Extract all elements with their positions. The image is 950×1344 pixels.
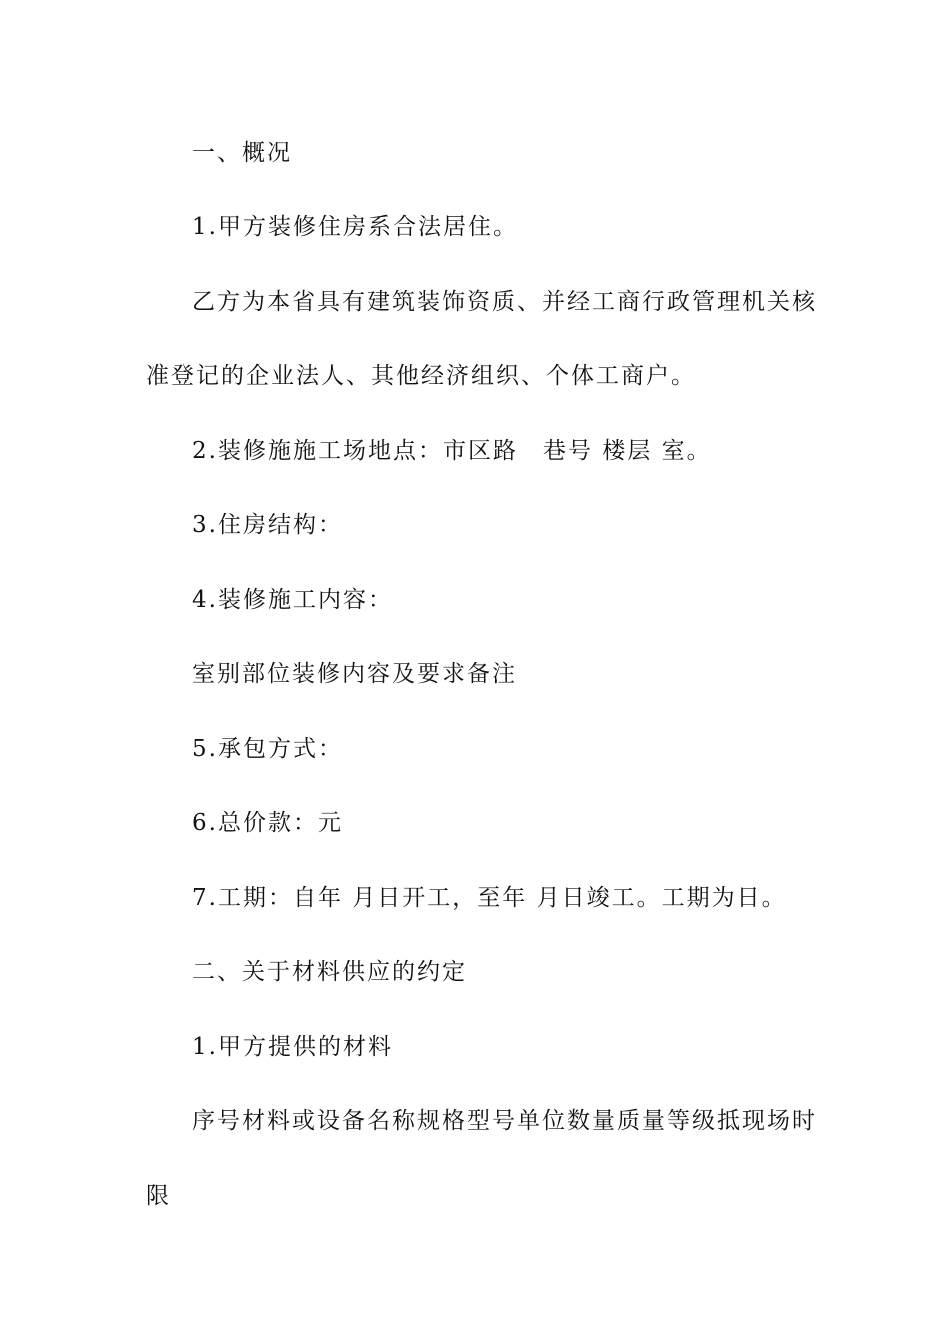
paragraph-line: 1.甲方装修住房系合法居住。: [192, 214, 518, 240]
paragraph-line: 限: [146, 1183, 171, 1209]
paragraph-line: 5.承包方式：: [192, 736, 343, 762]
section-heading-overview: 一、概况: [192, 140, 292, 166]
paragraph-line: 序号材料或设备名称规格型号单位数量质量等级抵现场时: [192, 1108, 817, 1134]
paragraph-line: 4.装修施工内容：: [192, 587, 393, 613]
paragraph-line: 7.工期：自年 月日开工，至年 月日竣工。工期为日。: [192, 885, 787, 911]
paragraph-line: 1.甲方提供的材料: [192, 1034, 393, 1060]
paragraph-line: 乙方为本省具有建筑装饰资质、并经工商行政管理机关核: [192, 289, 817, 315]
paragraph-line: 6.总价款：元: [192, 810, 343, 836]
paragraph-line: 2.装修施施工场地点：市区路 巷号 楼层 室。: [192, 438, 712, 464]
paragraph-line: 室别部位装修内容及要求备注: [192, 661, 517, 687]
paragraph-line: 3.住房结构：: [192, 512, 343, 538]
paragraph-line: 准登记的企业法人、其他经济组织、个体工商户。: [146, 363, 696, 389]
section-heading-materials: 二、关于材料供应的约定: [192, 959, 467, 985]
